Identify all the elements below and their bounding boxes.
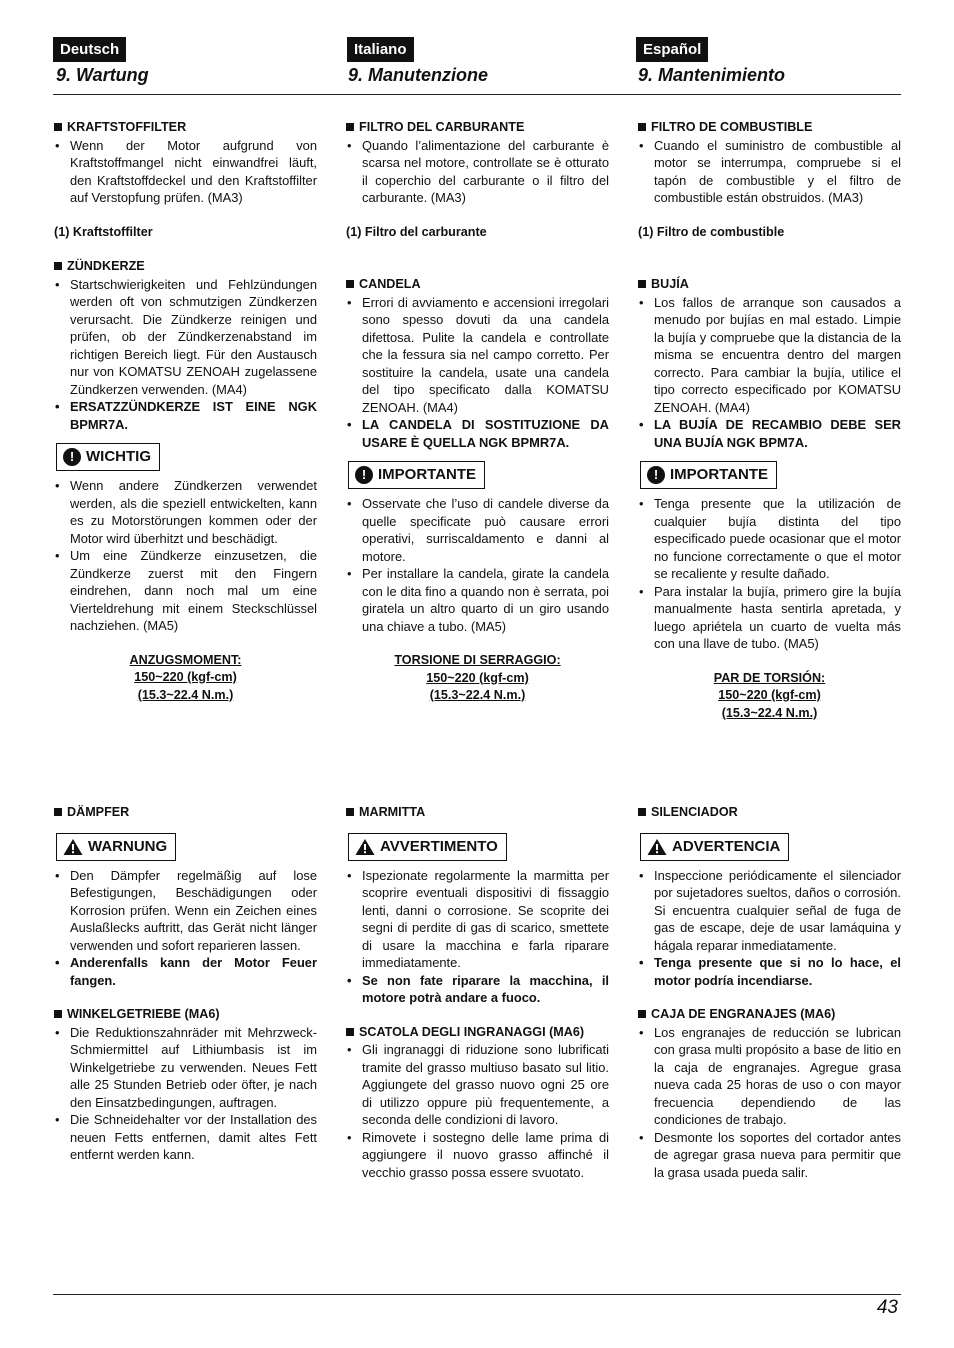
spark-plug-heading: ZÜNDKERZE [54, 258, 317, 276]
page-number: 43 [876, 1297, 898, 1318]
lang-tag-es: Español [636, 37, 708, 62]
muffler-heading: SILENCIADOR [638, 804, 901, 822]
important-box: ! WICHTIG [56, 443, 160, 471]
spark-plug-heading: CANDELA [346, 276, 609, 294]
column-es [638, 119, 901, 722]
footer-rule [53, 1294, 901, 1295]
lang-tag-de: Deutsch [53, 37, 126, 62]
square-bullet-icon [54, 262, 62, 270]
fuel-filter-caption: (1) Filtro de combustible [638, 224, 785, 239]
fuel-filter-caption: (1) Kraftstoffilter [54, 224, 153, 239]
warning-triangle-icon [355, 838, 375, 856]
muffler-text: • Inspeccione periódicamente el silenciador por sujetadores sueltos, daños o corrosión. Si encuentra cualquier señal de fuga de gas de escape, deje de usar lamáquina y hágala reparar inmediatamente. [638, 867, 901, 955]
square-bullet-icon [346, 808, 354, 816]
muffler-heading: MARMITTA [346, 804, 609, 822]
fuel-filter-text: • Quando l’alimentazione del carburante è scarsa nel motore, controllate se è otturato il coperchio del carburante o il filtro del carburante. (MA3) [346, 137, 609, 207]
gear-case-text-2: • Die Schneidehalter vor der Installation des neuen Fetts entfernen, damit altes Fett entfernt werden kann. [54, 1111, 317, 1164]
fuel-filter-caption: (1) Filtro del carburante [346, 224, 487, 239]
fuel-filter-text: • Wenn der Motor aufgrund von Kraftstoffmangel nicht einwandfrei läuft, den Kraftstoffdeckel und den Kraftstoffilter auf Verstopfung prüfen. (MA3) [54, 137, 317, 207]
warning-box: WARNUNG [56, 833, 176, 861]
warning-box: ADVERTENCIA [640, 833, 789, 861]
lang-tag-it: Italiano [347, 37, 414, 62]
torque-spec: ANZUGSMOMENT: 150~220 (kgf-cm) (15.3~22.4 N.m.) [129, 652, 242, 702]
important-note-1: • Tenga presente que la utilización de cualquier bujía distinta del tipo especificado puede ocasionar que el motor no funcione correctamente o que el motor se recaliente y resulte dañado. [638, 495, 901, 583]
gear-case-heading: SCATOLA DEGLI INGRANAGGI (MA6) [346, 1024, 609, 1042]
section-title-de: 9. Wartung [56, 65, 149, 85]
exclamation-circle-icon: ! [647, 466, 665, 484]
square-bullet-icon [638, 1010, 646, 1018]
gear-case-text-2: • Rimovete i sostegno delle lame prima di aggiungere il nuovo grasso affinché il vecchio grasso possa essere svuotato. [346, 1129, 609, 1182]
square-bullet-icon [54, 808, 62, 816]
header-rule [53, 94, 901, 95]
square-bullet-icon [638, 808, 646, 816]
square-bullet-icon [346, 280, 354, 288]
column-it-lower [346, 804, 609, 1181]
important-note-1: • Wenn andere Zündkerzen verwendet werden, als die speziell entwickelten, kann es zu Motorstörungen kommen oder der Motor wird überhitzt und beschädigt. [54, 477, 317, 547]
spark-plug-replacement: • LA CANDELA DI SOSTITUZIONE DA USARE È QUELLA NGK BPMR7A. [346, 416, 609, 451]
warning-triangle-icon [647, 838, 667, 856]
fuel-filter-text: • Cuando el suministro de combustible al motor se interrumpa, compruebe si el tapón de combustible y el filtro de combustible están obstruidos. (MA3) [638, 137, 901, 207]
spark-plug-text: • Startschwierigkeiten und Fehlzündungen werden oft von schmutzigen Zündkerzen verursacht. Die Zündkerze reinigen und prüfen, ob der Zündkerzenabstand im richtigen Bereich liegt. Für den Austausch nur von KOMATSU ZENOAH zugelassene Zündkerzen verwenden. (MA4) [54, 276, 317, 399]
exclamation-circle-icon: ! [63, 448, 81, 466]
square-bullet-icon [54, 1010, 62, 1018]
gear-case-heading: CAJA DE ENGRANAJES (MA6) [638, 1006, 901, 1024]
square-bullet-icon [638, 123, 646, 131]
square-bullet-icon [54, 123, 62, 131]
column-de [54, 119, 317, 704]
gear-case-text-1: • Die Reduktionszahnräder mit Mehrzweck-Schmiermittel auf Lithiumbasis ist im Winkelgetriebe zu verwenden. Neues Fett alle 25 Stunden Betrieb oder öfter, je nach den Einsatzbedingungen, auftragen. [54, 1024, 317, 1112]
important-box: ! IMPORTANTE [348, 461, 485, 489]
torque-spec: PAR DE TORSIÓN: 150~220 (kgf-cm) (15.3~22.4 N.m.) [713, 670, 826, 720]
warning-triangle-icon [63, 838, 83, 856]
important-note-2: • Um eine Zündkerze einzusetzen, die Zündkerze zuerst mit den Fingern eindrehen, dann noch mal um eine Vierteldrehung mit einem Steckschlüssel nachziehen. (MA5) [54, 547, 317, 635]
gear-case-text-1: • Gli ingranaggi di riduzione sono lubrificati tramite del grasso multiuso basato sul litio. Aggiungete del grasso nuovo ogni 25 ore di utilizzo oppure più frequentemente, a seconda delle condizioni di lavoro. [346, 1041, 609, 1129]
gear-case-text-2: • Desmonte los soportes del cortador antes de agregar grasa nueva para permitir que la grasa usada pueda salir. [638, 1129, 901, 1182]
section-title-it: 9. Manutenzione [348, 65, 489, 85]
square-bullet-icon [346, 1028, 354, 1036]
column-de-lower [54, 804, 317, 1164]
square-bullet-icon [346, 123, 354, 131]
spark-plug-replacement: • LA BUJÍA DE RECAMBIO DEBE SER UNA BUJÍA NGK BPM7A. [638, 416, 901, 451]
gear-case-heading: WINKELGETRIEBE (MA6) [54, 1006, 317, 1024]
fuel-filter-heading: FILTRO DEL CARBURANTE [346, 119, 609, 137]
important-note-1: • Osservate che l’uso di candele diverse da quelle specificate può causare errori operativi, surriscaldamento e danni al motore. [346, 495, 609, 565]
spark-plug-text: • Los fallos de arranque son causados a menudo por bujías en mal estado. Limpie la bujía y compruebe que la distancia de la misma se encuentra dentro del margen correcto. Para cambiar la bujía, utilice el tipo correcto especificado por KOMATSU ZENOAH. (MA4) [638, 294, 901, 417]
exclamation-circle-icon: ! [355, 466, 373, 484]
column-it [346, 119, 609, 705]
muffler-fire-warning: • Tenga presente que si no lo hace, el motor podría incendiarse. [638, 954, 901, 989]
warning-box: AVVERTIMENTO [348, 833, 507, 861]
important-box: ! IMPORTANTE [640, 461, 777, 489]
muffler-fire-warning: • Se non fate riparare la macchina, il motore potrà andare a fuoco. [346, 972, 609, 1007]
muffler-fire-warning: • Anderenfalls kann der Motor Feuer fangen. [54, 954, 317, 989]
important-note-2: • Per installare la candela, girate la candela con le dita fino a quando non è serrata, poi giratela un altro quarto di un giro usando una chiave a tubo. (MA5) [346, 565, 609, 635]
fuel-filter-heading: FILTRO DE COMBUSTIBLE [638, 119, 901, 137]
important-note-2: • Para instalar la bujía, primero gire la bujía manualmente hasta sentirla apretada, y luego apriétela un cuarto de vuelta más con una llave de tubo. (MA5) [638, 583, 901, 653]
gear-case-text-1: • Los engranajes de reducción se lubrican con grasa multi propósito a base de litio en la caja de engranajes. Agregue grasa nueva cada 25 horas de uso o con mayor frecuencia dependiendo de las condiciones de trabajo. [638, 1024, 901, 1129]
column-es-lower [638, 804, 901, 1181]
muffler-text: • Den Dämpfer regelmäßig auf lose Befestigungen, Beschädigungen oder Korrosion prüfen. Wenn ein Zeichen eines Auslaßlecks auftritt, das Gerät nicht länger verwenden und sofort reparieren lassen. [54, 867, 317, 955]
square-bullet-icon [638, 280, 646, 288]
section-title-es: 9. Mantenimiento [638, 65, 786, 85]
fuel-filter-heading: KRAFTSTOFFILTER [54, 119, 317, 137]
spark-plug-heading: BUJÍA [638, 276, 901, 294]
torque-spec: TORSIONE DI SERRAGGIO: 150~220 (kgf-cm) (15.3~22.4 N.m.) [394, 653, 561, 702]
spark-plug-text: • Errori di avviamento e accensioni irregolari sono spesso dovuti da una candela difettosa. Pulite la candela e controllate che la fessura sia nel campo corretto. Per sostituire la candela, usate una candela del tipo specificato dalla KOMATSU ZENOAH. (MA4) [346, 294, 609, 417]
spark-plug-replacement: • ERSATZZÜNDKERZE IST EINE NGK BPMR7A. [54, 398, 317, 433]
muffler-heading: DÄMPFER [54, 804, 317, 822]
muffler-text: • Ispezionate regolarmente la marmitta per scoprire eventuali dispositivi di fissaggio lenti, danni o corrosione. Se scoprite dei segni di perdite di gas di scarico, smettete di usare la macchina e farla riparare immediatamente. [346, 867, 609, 972]
